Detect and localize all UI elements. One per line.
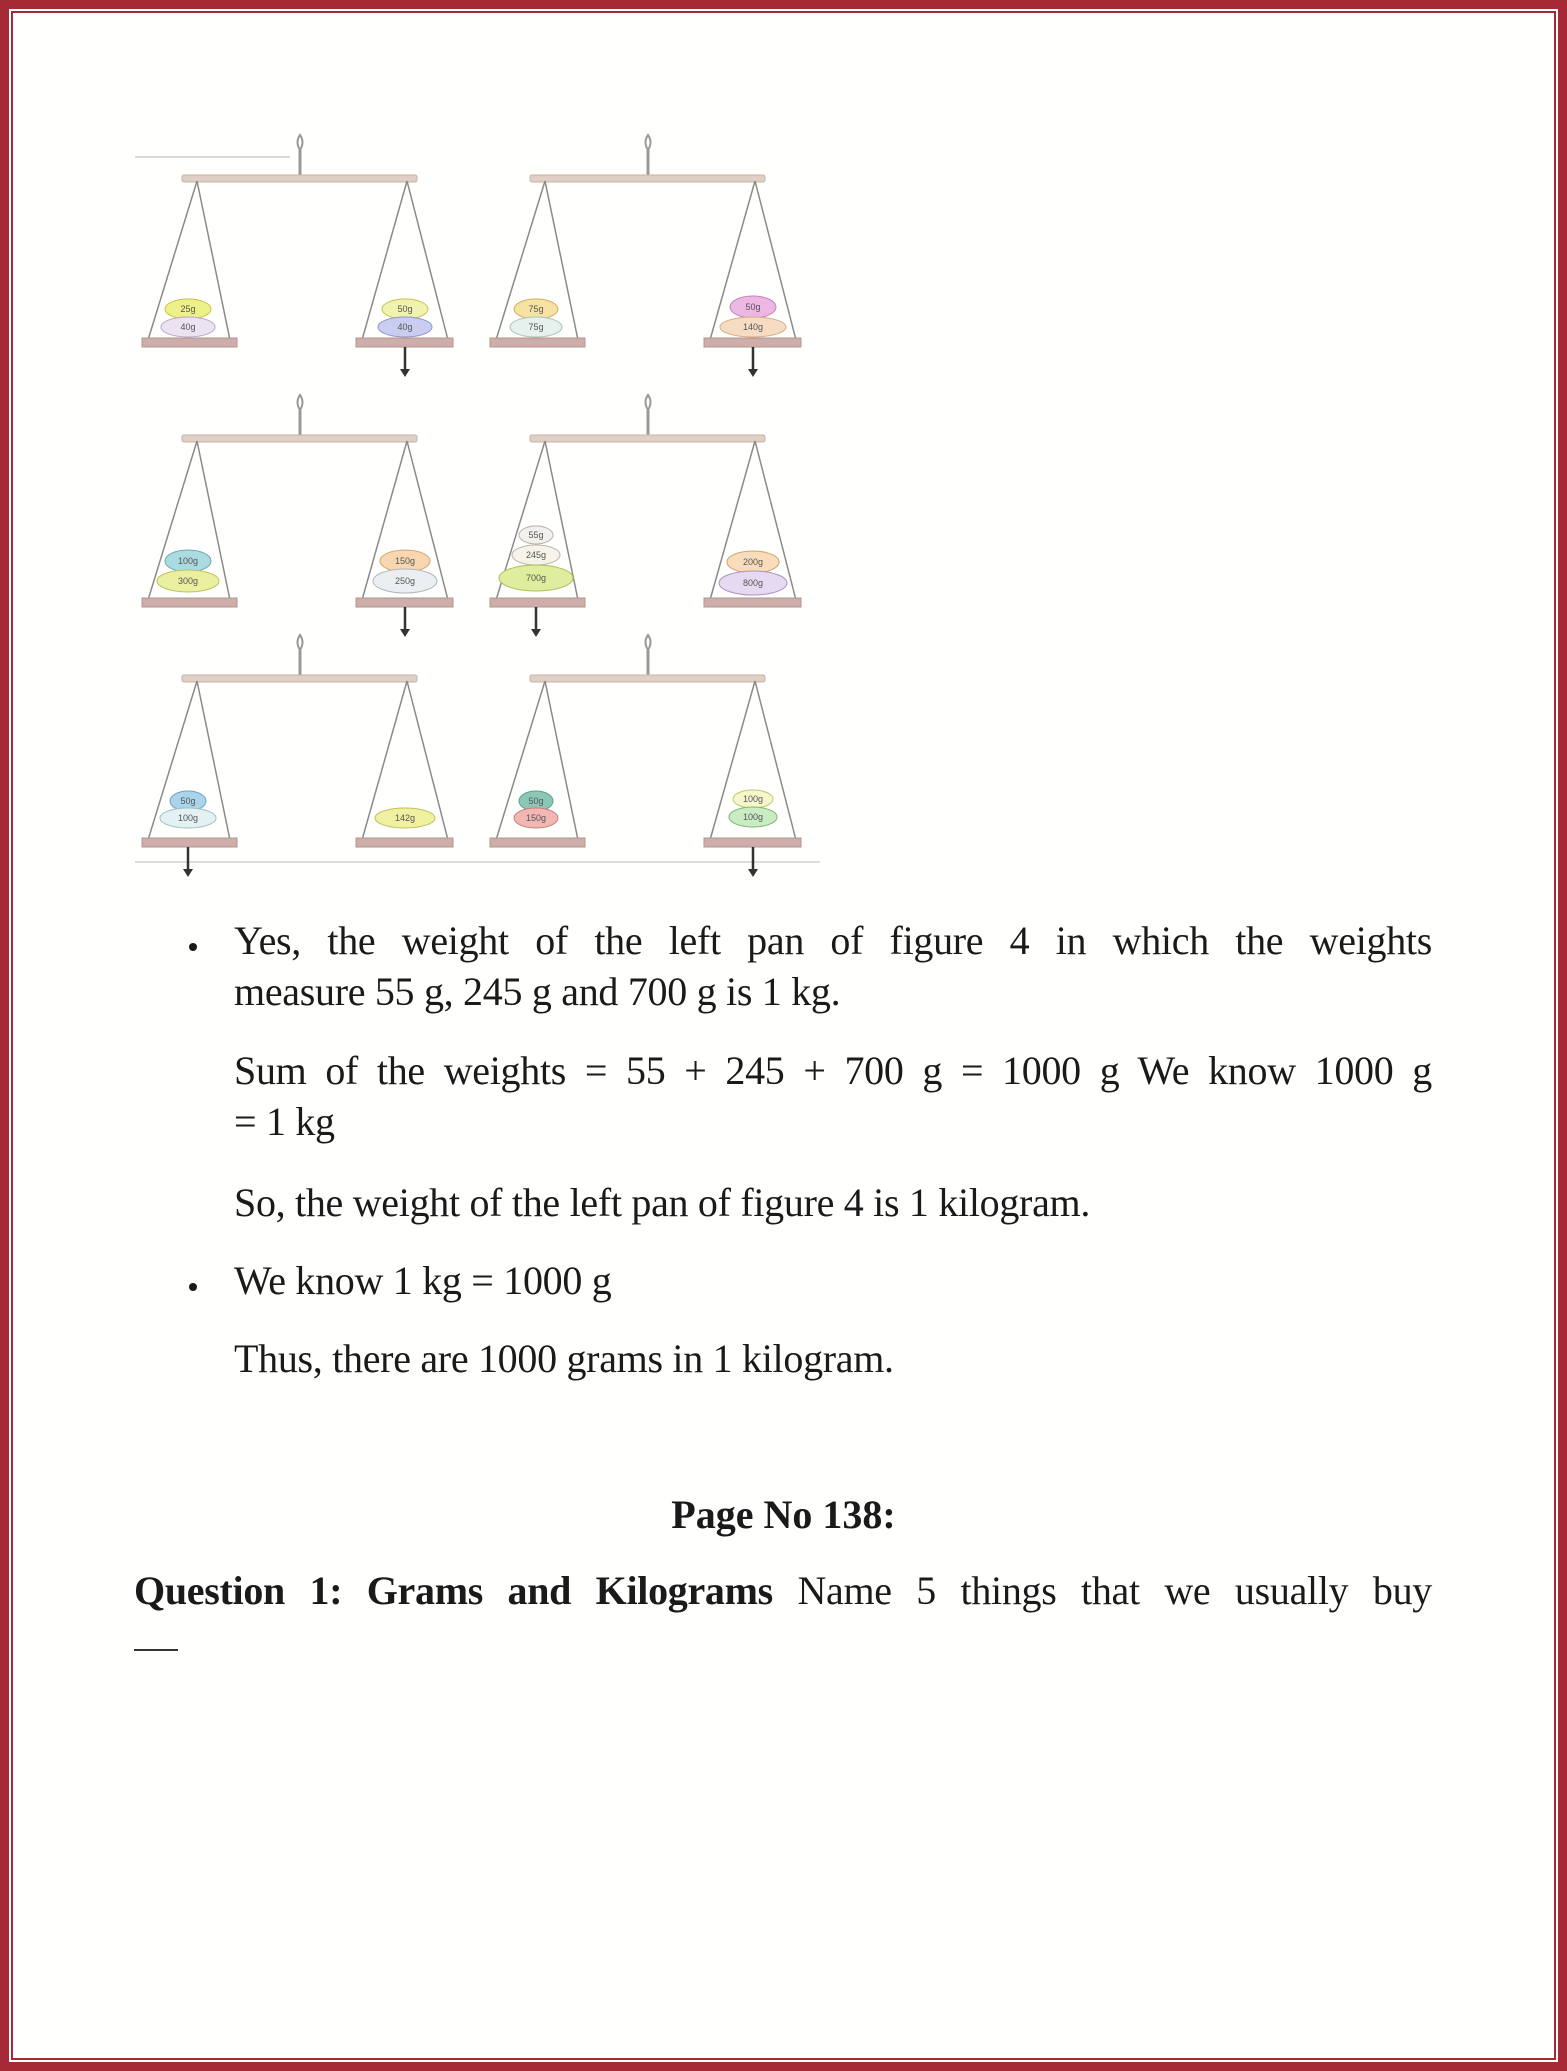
scale-4 — [490, 395, 801, 637]
svg-text:50g: 50g — [180, 796, 196, 806]
question-1 — [134, 1566, 1432, 1616]
conclusion-2: Thus, there are 1000 grams in 1 kilogram. — [234, 1336, 894, 1381]
question-label: Question 1: Grams and Kilograms — [134, 1568, 773, 1613]
scale-1 — [142, 135, 453, 377]
svg-text:55g: 55g — [528, 530, 544, 540]
conclusion-1: So, the weight of the left pan of figure 4 is 1 kilogram. — [234, 1180, 1091, 1225]
question-text: Name 5 things that we usually buy — [797, 1568, 1432, 1613]
svg-text:100g: 100g — [177, 556, 199, 566]
bullet-icon — [189, 943, 197, 951]
sum-line-2: = 1 kg — [234, 1099, 335, 1144]
svg-text:40g: 40g — [180, 322, 196, 332]
scale-2 — [490, 135, 801, 377]
svg-text:40g: 40g — [397, 322, 413, 332]
answer-blank-dash — [134, 1649, 178, 1651]
svg-text:75g: 75g — [528, 304, 544, 314]
svg-text:50g: 50g — [528, 796, 544, 806]
svg-text:50g: 50g — [397, 304, 413, 314]
svg-text:100g: 100g — [742, 794, 764, 804]
svg-text:245g: 245g — [525, 550, 547, 560]
sum-line-1: Sum of the weights = 55 + 245 + 700 g = 1000 g We know 1000 g — [234, 1048, 1432, 1093]
svg-text:150g: 150g — [525, 813, 547, 823]
scale-5 — [142, 635, 453, 877]
svg-text:100g: 100g — [742, 812, 764, 822]
svg-text:100g: 100g — [177, 813, 199, 823]
answer-bullet-2: We know 1 kg = 1000 g — [234, 1258, 612, 1303]
svg-text:250g: 250g — [394, 576, 416, 586]
bullet-icon — [189, 1283, 197, 1291]
answer-bullet-1-line-2: measure 55 g, 245 g and 700 g is 1 kg. — [234, 969, 841, 1014]
balance-scales-figure — [130, 130, 830, 890]
svg-text:300g: 300g — [177, 576, 199, 586]
svg-text:800g: 800g — [742, 578, 764, 588]
svg-text:50g: 50g — [745, 302, 761, 312]
answer-bullet-1-line-1: Yes, the weight of the left pan of figure 4 in which the weights — [234, 918, 1432, 963]
svg-text:140g: 140g — [742, 322, 764, 332]
svg-text:700g: 700g — [525, 573, 547, 583]
scale-3 — [142, 395, 453, 637]
svg-text:75g: 75g — [528, 322, 544, 332]
svg-text:25g: 25g — [180, 304, 196, 314]
svg-text:150g: 150g — [394, 556, 416, 566]
page-number-heading: Page No 138: — [671, 1492, 896, 1537]
svg-text:142g: 142g — [394, 813, 416, 823]
svg-text:200g: 200g — [742, 557, 764, 567]
scale-6 — [490, 635, 801, 877]
